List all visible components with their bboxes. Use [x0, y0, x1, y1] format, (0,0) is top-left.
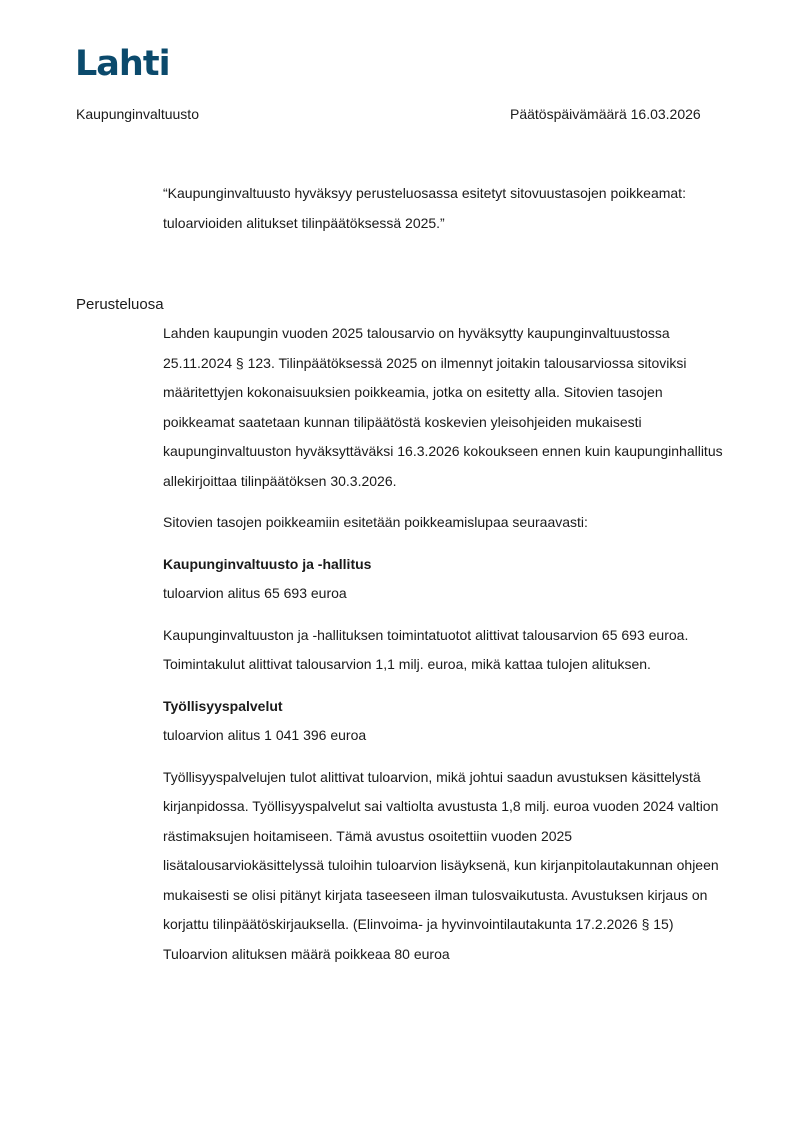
item-text: Työllisyyspalvelujen tulot alittivat tuloarvion, mikä johtui saadun avustuksen käsittelystä kirjanpidossa. Työllisyyspalvelut sai valtiolta avustusta 1,8 milj. euroa vuoden 2024 valtion rästimaksujen hoitamiseen. Tämä avustus osoitettiin vuoden 2025 lisätalousarviokäsittelyssä tuloihin tuloarvion lisäyksenä, kun kirjanpitolautakunnan ohjeen mukaisesti se olisi pitänyt kirjata taseeseen ilman tulosvaikutusta. Avustuksen kirjaus on korjattu tilinpäätöskirjauksella. (Elinvoima- ja hyvinvointilautakunta 17.2.2026 § 15) Tuloarvion alituksen määrä poikkeaa 80 euroa: [163, 768, 719, 962]
item-amount: tuloarvion alitus 65 693 euroa: [163, 585, 347, 601]
lahti-logo: Lahti: [75, 44, 170, 84]
proposal-quote: “Kaupunginvaltuusto hyväksyy perusteluosassa esitetyt sitovuustasojen poikkeamat: tuloarvioiden alitukset tilinpäätöksessä 2025.”: [163, 185, 686, 231]
item-heading: Työllisyyspalvelut: [163, 697, 283, 714]
decision-date: Päätöspäivämäärä 16.03.2026: [510, 106, 701, 122]
item-amount: tuloarvion alitus 1 041 396 euroa: [163, 727, 367, 743]
decision-body: Kaupunginvaltuusto: [76, 106, 199, 122]
section-title: Perusteluosa: [76, 296, 164, 313]
deviation-item: [163, 692, 723, 970]
intro-paragraph: Lahden kaupungin vuoden 2025 talousarvio on hyväksytty kaupunginvaltuustossa 25.11.2024 § 123. Tilinpäätöksessä 2025 on ilmennyt joitakin talousarviossa sitoviksi määritettyjen kokonaisuuksien poikkeamia, jotka on esitetty alla. Sitovien tasojen poikkeamat saatetaan kunnan tilipäätöstä koskevien yleisohjeiden mukaisesti kaupunginvaltuuston hyväksyttäväksi 16.3.2026 kokoukseen ennen kuin kaupunginhallitus allekirjoittaa tilinpäätöksen 30.3.2026.: [163, 325, 723, 489]
section-body: [163, 319, 723, 981]
item-text: Kaupunginvaltuuston ja -hallituksen toimintatuotot alittivat talousarvion 65 693 euroa. Toimintakulut alittivat talousarvion 1,1 milj. euroa, mikä kattaa tulojen alituksen.: [163, 626, 689, 672]
lead-paragraph: Sitovien tasojen poikkeamiin esitetään poikkeamislupaa seuraavasti:: [163, 514, 588, 530]
item-heading: Kaupunginvaltuusto ja -hallitus: [163, 555, 372, 572]
deviation-item: [163, 550, 723, 680]
